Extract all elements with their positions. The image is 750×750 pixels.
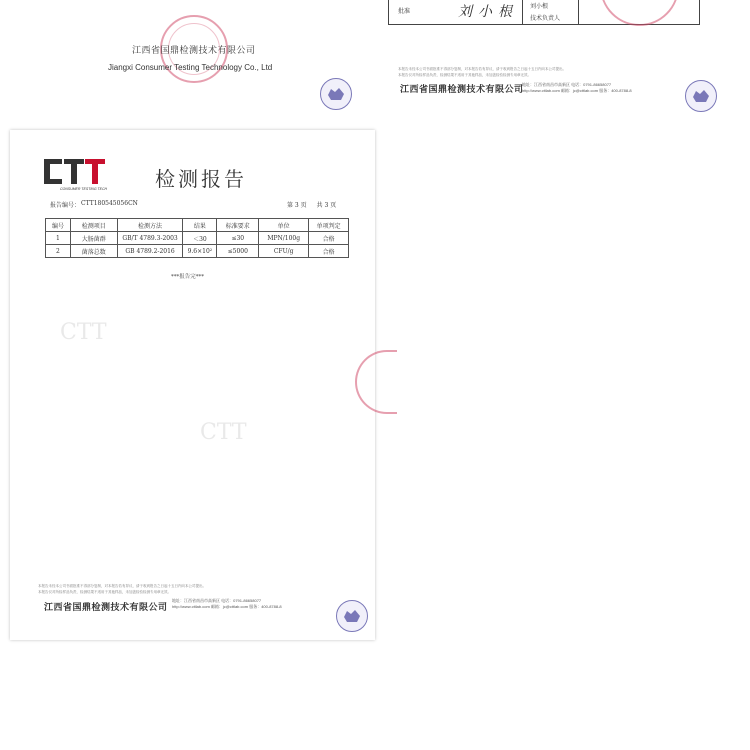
svg-text:CONSUMER TESTING TECH: CONSUMER TESTING TECH [60,187,108,191]
table-cell: 菌落总数 [70,245,117,258]
table-cell: ＜30 [183,232,217,245]
approval-label: 批准 [398,8,411,15]
table-cell: MPN/100g [259,232,309,245]
footer-fine-print: 本报告仅对所检样品负责，检测结果不适用于其他样品，未加盖检验检测专用章无效。 [38,590,171,594]
table-cell: 合格 [309,232,349,245]
footer-fine-print: 本报告未经本公司书面批准不得部分复制，对本报告若有异议，请于收到报告之日起十五日内向本公司提出。 [38,584,206,588]
header-cell: 检测项目 [70,219,117,232]
table-row [46,232,349,245]
footer-fine-print: 本报告未经本公司书面批准不得部分复制，对本报告若有异议，请于收到报告之日起十五日内向本公司提出。 [398,67,566,71]
footer-contact-web: http://www.cttlab.com 邮箱：jc@cttlab.com 服务：400-8788-8 [522,88,632,93]
footer-company-name: 江西省国鼎检测技术有限公司 [44,603,168,613]
report-end-marker: ***报告完*** [170,274,204,280]
table-cell: CFU/g [259,245,309,258]
footer-company-name: 江西省国鼎检测技术有限公司 [400,85,524,95]
certification-seal-icon [336,600,368,632]
watermark: CTT [200,420,247,445]
table-cell: 2 [46,245,71,258]
approval-divider [522,0,523,24]
table-cell: 9.6×10² [183,245,217,258]
header-cell: 结果 [183,219,217,232]
ctt-logo [40,155,108,195]
watermark: CTT [60,320,107,345]
report-title: 检测报告 [155,167,247,191]
header-cell: 编号 [46,219,71,232]
table-cell: ≤30 [217,232,259,245]
table-cell: GB/T 4789.3-2003 [117,232,183,245]
header-cell: 检测方法 [117,219,183,232]
approver-title: 技术负责人 [530,15,561,22]
results-table [45,218,349,258]
certification-seal-icon [320,78,352,110]
company-name-en: Jiangxi Consumer Testing Technology Co., Ltd [108,63,273,72]
header-cell: 标准要求 [217,219,259,232]
table-row [46,245,349,258]
report-number: CTT180545056CN [81,200,138,207]
table-cell: GB 4789.2-2016 [117,245,183,258]
table-cell: ≤5000 [217,245,259,258]
footer-contact-address: 地址：江西省南昌市高新区 电话：0791-86658077 [522,82,612,87]
page-number: 第 3 页 [287,202,307,209]
approver-name: 刘小根 [530,3,549,10]
table-cell: 合格 [309,245,349,258]
report-number-label: 报告编号： [50,202,81,209]
footer-contact-address: 地址：江西省南昌市高新区 电话：0791-86658077 [172,598,262,603]
footer-contact-web: http://www.cttlab.com 邮箱：jc@cttlab.com 服务：400-8788-8 [172,604,282,609]
footer-contact [522,82,632,94]
header-cell: 单位 [259,219,309,232]
company-name-cn: 江西省国鼎检测技术有限公司 [132,46,256,56]
table-header-row [46,219,349,232]
footer-fine-print: 本报告仅对所检样品负责，检测结果不适用于其他样品，未加盖检验检测专用章无效。 [398,73,531,77]
certification-seal-icon [685,80,717,112]
page-indicator [287,200,346,209]
table-cell: 1 [46,232,71,245]
footer-contact [172,598,282,610]
approval-divider [578,0,579,24]
page-total: 共 3 页 [316,202,337,209]
header-cell: 单项判定 [309,219,349,232]
approver-signature: 刘小根 [458,4,518,20]
table-cell: 大肠菌群 [70,232,117,245]
